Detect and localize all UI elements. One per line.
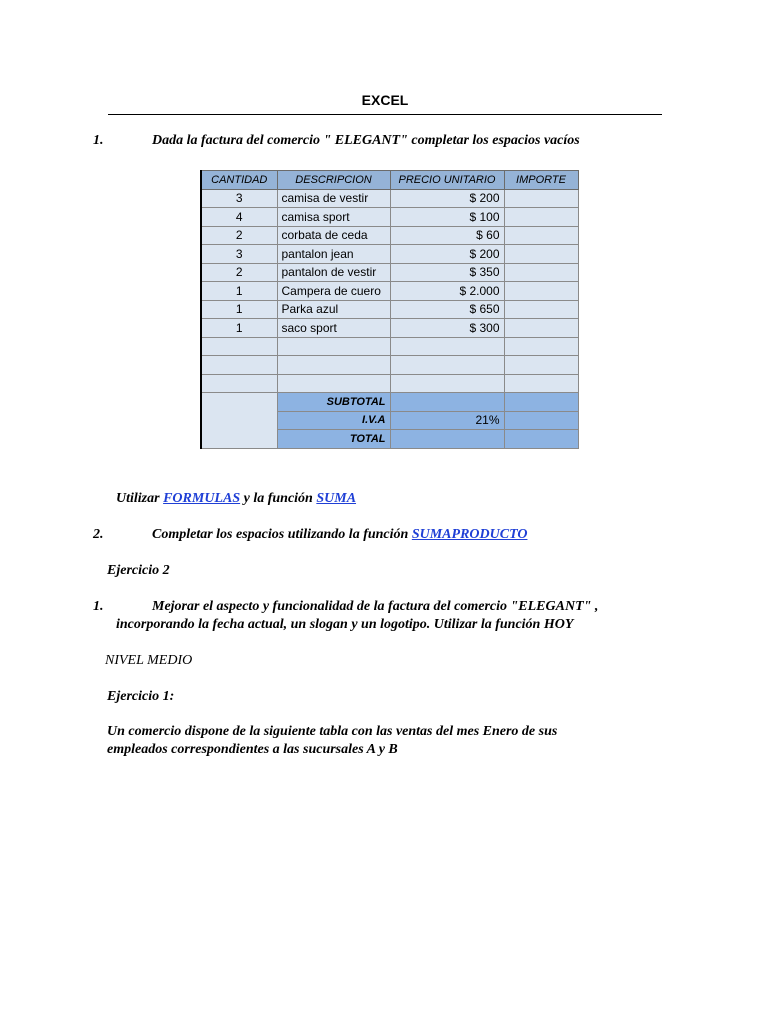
table-row <box>201 337 578 356</box>
table-row <box>201 263 578 282</box>
cell-importe[interactable] <box>504 374 578 393</box>
cell-importe[interactable] <box>504 208 578 227</box>
cell-cantidad[interactable]: 1 <box>201 282 277 301</box>
table-row <box>201 226 578 245</box>
invoice-table <box>200 170 579 449</box>
cell-precio[interactable]: $ 100 <box>390 208 504 227</box>
total-label: TOTAL <box>277 430 390 449</box>
formulas-link[interactable]: FORMULAS <box>163 491 241 506</box>
header-descripcion: DESCRIPCION <box>277 171 390 190</box>
cell-cantidad[interactable]: 1 <box>201 300 277 319</box>
question-1-number: 1. <box>93 133 104 148</box>
question-3-line1: Mejorar el aspecto y funcionalidad de la factura del comercio "ELEGANT" , <box>152 599 599 614</box>
question-2-text: Completar los espacios utilizando la función <box>152 527 412 542</box>
cell-cantidad[interactable]: 3 <box>201 189 277 208</box>
question-3-number: 1. <box>93 599 104 614</box>
cell-descripcion[interactable]: saco sport <box>277 319 390 338</box>
table-row <box>201 208 578 227</box>
question-2-number: 2. <box>93 527 104 542</box>
subtotal-price-cell[interactable] <box>390 393 504 412</box>
question-2-line <box>152 527 527 543</box>
subtotal-label: SUBTOTAL <box>277 393 390 412</box>
subtotal-importe-cell[interactable] <box>504 393 578 412</box>
iva-label: I.V.A <box>277 411 390 430</box>
utilizar-prefix: Utilizar <box>116 491 164 506</box>
cell-precio[interactable]: $ 2.000 <box>390 282 504 301</box>
title-underline <box>108 114 662 115</box>
cell-importe[interactable] <box>504 245 578 264</box>
cell-precio[interactable]: $ 60 <box>390 226 504 245</box>
cell-descripcion[interactable]: pantalon de vestir <box>277 263 390 282</box>
table-row <box>201 300 578 319</box>
cell-cantidad[interactable] <box>201 337 277 356</box>
summary-blank-cell <box>201 393 277 449</box>
cell-descripcion[interactable] <box>277 356 390 375</box>
nivel-medio-heading: NIVEL MEDIO <box>105 653 193 668</box>
question-3-line2: incorporando la fecha actual, un slogan y un logotipo. Utilizar la función HOY <box>116 617 574 632</box>
cell-precio[interactable]: $ 650 <box>390 300 504 319</box>
table-row <box>201 189 578 208</box>
cell-descripcion[interactable] <box>277 337 390 356</box>
subtotal-row <box>201 393 578 412</box>
cell-descripcion[interactable]: Campera de cuero <box>277 282 390 301</box>
cell-importe[interactable] <box>504 263 578 282</box>
sumaproducto-link[interactable]: SUMAPRODUCTO <box>411 527 528 542</box>
iva-rate-cell[interactable]: 21% <box>390 411 504 430</box>
cell-cantidad[interactable]: 4 <box>201 208 277 227</box>
cell-importe[interactable] <box>504 337 578 356</box>
invoice-header-row <box>201 171 578 190</box>
cell-importe[interactable] <box>504 282 578 301</box>
final-paragraph-line2: empleados correspondientes a las sucursales A y B <box>107 742 398 757</box>
final-paragraph-line1: Un comercio dispone de la siguiente tabla con las ventas del mes Enero de sus <box>107 724 558 739</box>
utilizar-middle: y la función <box>240 491 317 506</box>
table-row <box>201 374 578 393</box>
table-row <box>201 356 578 375</box>
cell-descripcion[interactable]: camisa sport <box>277 208 390 227</box>
cell-precio[interactable] <box>390 337 504 356</box>
table-row <box>201 245 578 264</box>
cell-descripcion[interactable]: corbata de ceda <box>277 226 390 245</box>
cell-precio[interactable]: $ 200 <box>390 189 504 208</box>
cell-importe[interactable] <box>504 226 578 245</box>
question-1-text: Dada la factura del comercio " ELEGANT" completar los espacios vacíos <box>152 133 580 148</box>
cell-cantidad[interactable]: 1 <box>201 319 277 338</box>
suma-link[interactable]: SUMA <box>316 491 357 506</box>
document-title: EXCEL <box>361 92 409 108</box>
cell-cantidad[interactable] <box>201 356 277 375</box>
cell-descripcion[interactable] <box>277 374 390 393</box>
cell-precio[interactable]: $ 350 <box>390 263 504 282</box>
utilizar-line <box>116 491 356 507</box>
table-row <box>201 319 578 338</box>
ejercicio-1-heading: Ejercicio 1: <box>107 689 175 704</box>
header-importe: IMPORTE <box>504 171 578 190</box>
total-price-cell[interactable] <box>390 430 504 449</box>
total-importe-cell[interactable] <box>504 430 578 449</box>
cell-cantidad[interactable]: 2 <box>201 226 277 245</box>
cell-importe[interactable] <box>504 300 578 319</box>
header-cantidad: CANTIDAD <box>201 171 277 190</box>
cell-importe[interactable] <box>504 319 578 338</box>
ejercicio-2-heading: Ejercicio 2 <box>107 563 170 578</box>
cell-cantidad[interactable] <box>201 374 277 393</box>
cell-precio[interactable] <box>390 356 504 375</box>
cell-precio[interactable]: $ 300 <box>390 319 504 338</box>
cell-precio[interactable] <box>390 374 504 393</box>
cell-importe[interactable] <box>504 189 578 208</box>
header-precio-unitario: PRECIO UNITARIO <box>390 171 504 190</box>
cell-precio[interactable]: $ 200 <box>390 245 504 264</box>
table-row <box>201 282 578 301</box>
cell-descripcion[interactable]: camisa de vestir <box>277 189 390 208</box>
cell-importe[interactable] <box>504 356 578 375</box>
iva-importe-cell[interactable] <box>504 411 578 430</box>
cell-cantidad[interactable]: 3 <box>201 245 277 264</box>
cell-descripcion[interactable]: Parka azul <box>277 300 390 319</box>
cell-cantidad[interactable]: 2 <box>201 263 277 282</box>
cell-descripcion[interactable]: pantalon jean <box>277 245 390 264</box>
